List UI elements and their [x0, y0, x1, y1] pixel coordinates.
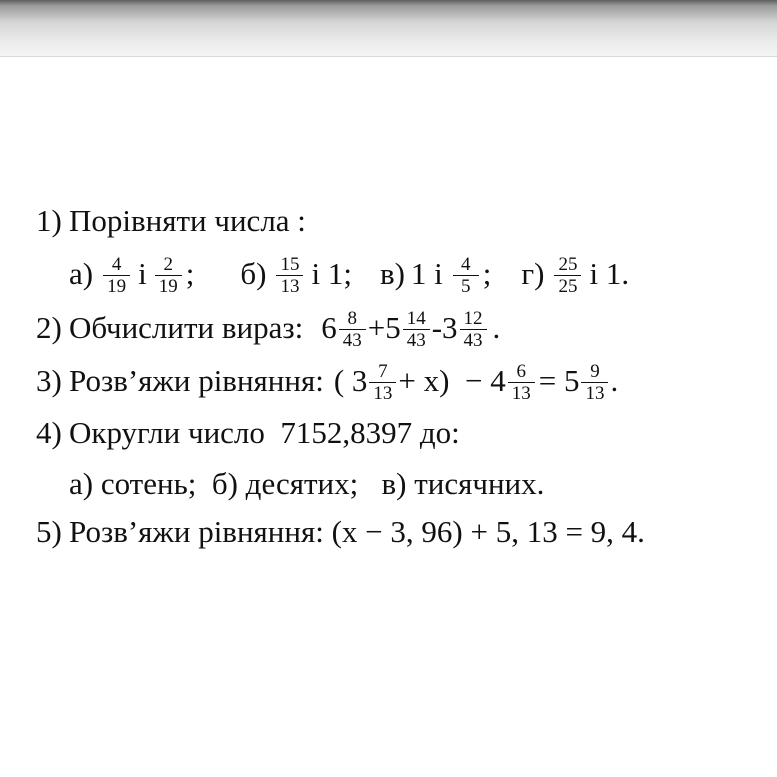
fraction: [105, 255, 128, 296]
numerator: 25: [558, 253, 578, 275]
task-number: 1): [36, 203, 62, 238]
task-4-line: [36, 411, 460, 455]
numerator: 6: [516, 360, 526, 382]
fraction: [556, 255, 579, 296]
equation-equals: = 5: [538, 363, 580, 398]
denominator: 43: [342, 329, 362, 351]
numerator: 7: [378, 360, 388, 382]
option-a-label: а): [69, 256, 94, 291]
task-number: 3): [36, 363, 62, 398]
numerator: 4: [111, 253, 122, 275]
whole-part: +5: [367, 310, 401, 345]
denominator: 19: [158, 275, 178, 297]
task-number: 4): [36, 415, 62, 450]
denominator: 13: [280, 275, 300, 297]
denominator: 25: [558, 275, 578, 297]
denominator: 43: [463, 329, 483, 351]
task-number: 2): [36, 310, 62, 345]
semicolon: ;: [185, 256, 195, 291]
numerator: 4: [461, 253, 471, 275]
task-title: Округли число 7152,8397 до:: [69, 415, 460, 450]
numerator: 14: [406, 307, 426, 329]
task-title: Обчислити вираз:: [69, 310, 304, 345]
numerator: 2: [163, 253, 173, 275]
numerator: 9: [590, 360, 600, 382]
fraction: [583, 362, 606, 403]
period: .: [492, 310, 501, 345]
task-4-options: а) сотень; б) десятих; в) тисячних.: [69, 466, 545, 501]
task-3-line: [36, 359, 618, 403]
task-2-line: [36, 306, 500, 350]
fraction: [371, 362, 394, 403]
top-bar: [0, 0, 777, 57]
word-i: і: [138, 256, 147, 291]
option-c-pre: 1 і: [410, 256, 443, 291]
option-b-rest: і 1;: [311, 256, 352, 291]
fraction: [341, 309, 364, 350]
option-d-label: г): [521, 256, 545, 291]
fraction: [278, 255, 301, 296]
denominator: 13: [585, 382, 605, 404]
task-number: 5): [36, 514, 62, 549]
denominator: 13: [511, 382, 531, 404]
fraction: [510, 362, 533, 403]
whole-part: 6: [321, 310, 337, 345]
task-1-line: [36, 199, 306, 243]
denominator: 13: [373, 382, 393, 404]
task-title: Розв’яжи рівняння:: [69, 363, 324, 398]
numerator: 15: [280, 253, 300, 275]
fraction: [455, 255, 477, 296]
semicolon: ;: [482, 256, 492, 291]
whole-part: -3: [431, 310, 458, 345]
fraction: [157, 255, 180, 296]
fraction: [405, 309, 428, 350]
numerator: 12: [463, 307, 483, 329]
task-4-options-line: [69, 462, 544, 506]
option-d-rest: і 1.: [589, 256, 630, 291]
task-1-options-line: [69, 252, 629, 296]
period: .: [610, 363, 619, 398]
option-b-label: б): [240, 256, 267, 291]
option-c-label: в): [379, 256, 405, 291]
denominator: 19: [107, 275, 127, 297]
denominator: 5: [461, 275, 471, 297]
numerator: 8: [347, 307, 357, 329]
task-title: Порівняти числа :: [69, 203, 306, 238]
equation-open: ( 3: [333, 363, 368, 398]
task-5-line: [36, 510, 645, 554]
equation-middle: + x) − 4: [398, 363, 506, 398]
denominator: 43: [406, 329, 426, 351]
task-title: Розв’яжи рівняння: (x − 3, 96) + 5, 13 = 9, 4.: [69, 514, 645, 549]
fraction: [462, 309, 485, 350]
